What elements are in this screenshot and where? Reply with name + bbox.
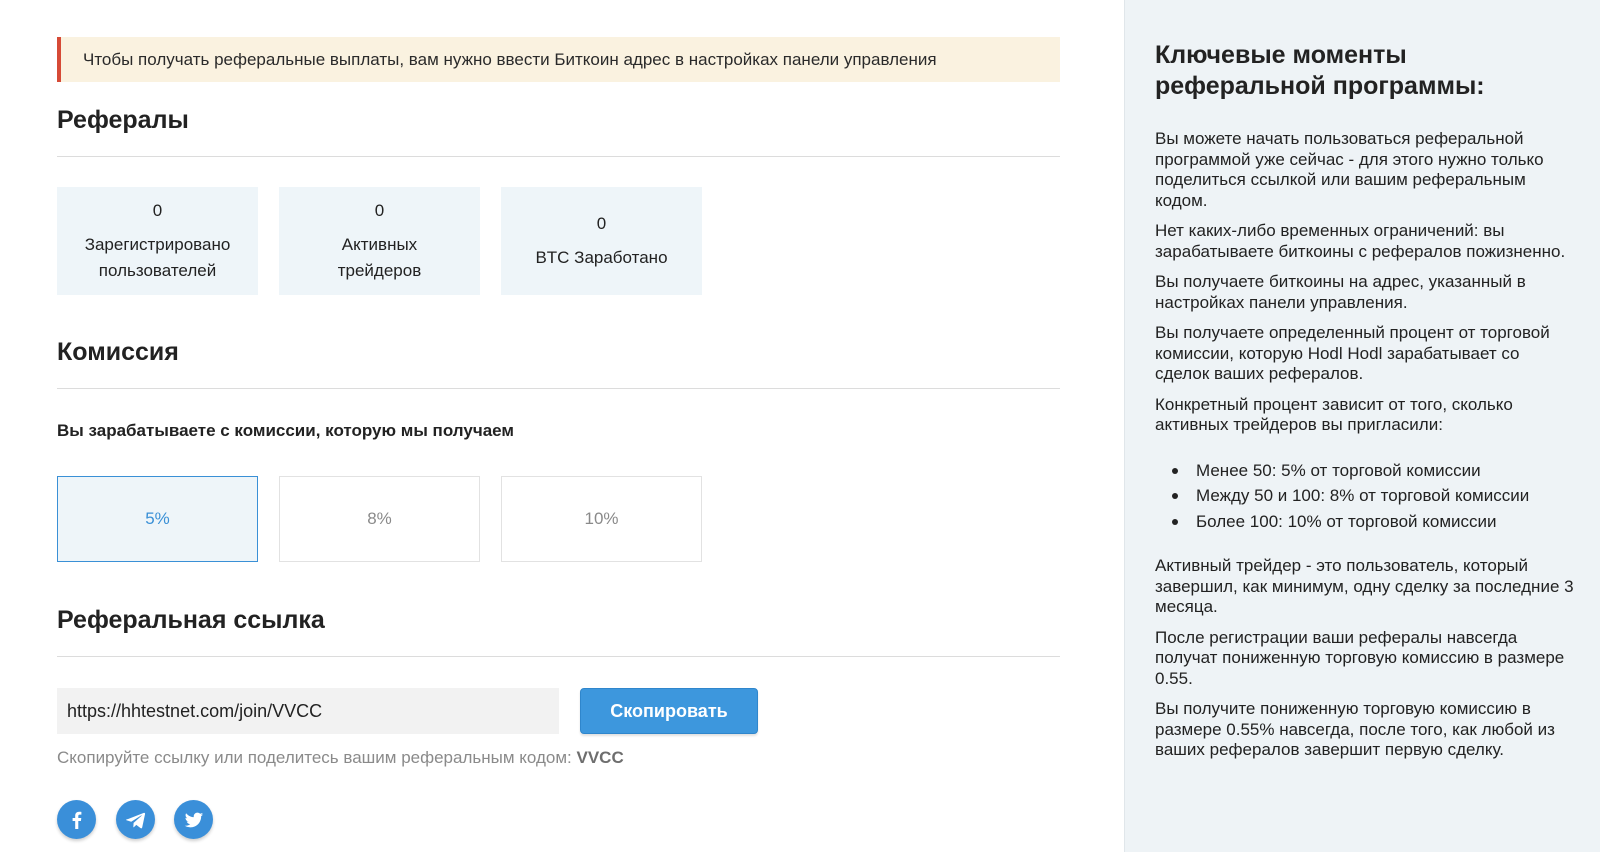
sidebar-title-line: Ключевые моменты bbox=[1155, 41, 1407, 69]
stat-value: 0 bbox=[152, 201, 163, 220]
sidebar-title bbox=[1155, 40, 1575, 102]
referrals-divider bbox=[57, 156, 1060, 157]
referral-link-field[interactable] bbox=[57, 688, 559, 734]
twitter-icon bbox=[183, 809, 205, 831]
list-item: Менее 50: 5% от торговой комиссии bbox=[1172, 458, 1575, 484]
sidebar-content bbox=[1155, 40, 1575, 771]
sidebar-paragraph: После регистрации ваши рефералы навсегда получат пониженную торговую комиссию в размере 0.55. bbox=[1155, 627, 1565, 688]
copy-button-label: Скопировать bbox=[610, 700, 728, 721]
referral-link-divider bbox=[57, 656, 1060, 657]
sidebar-paragraph: Конкретный процент зависит от того, сколько активных трейдеров вы пригласили: bbox=[1155, 394, 1513, 434]
referrals-title: Рефералы bbox=[57, 106, 189, 134]
sidebar-paragraph: Вы получаете биткоины на адрес, указанный в настройках панели управления. bbox=[1155, 272, 1526, 312]
stat-value: 0 bbox=[374, 201, 385, 220]
twitter-share-button[interactable] bbox=[174, 800, 213, 839]
stat-value: 0 bbox=[596, 214, 607, 233]
referral-hint bbox=[57, 748, 624, 768]
sidebar-paragraph: Активный трейдер - это пользователь, который завершил, как минимум, одну сделку за последние 3 месяца. bbox=[1155, 556, 1574, 616]
list-item: Между 50 и 100: 8% от торговой комиссии bbox=[1172, 483, 1575, 509]
telegram-share-button[interactable] bbox=[116, 800, 155, 839]
facebook-share-button[interactable] bbox=[57, 800, 96, 839]
stat-label: трейдеров bbox=[337, 261, 422, 280]
telegram-icon bbox=[125, 809, 147, 831]
referral-code: VVCC bbox=[576, 748, 624, 767]
sidebar-paragraph: Вы можете начать пользоваться реферальной программой уже сейчас - для этого нужно только поделиться ссылкой или вашим реферальным кодом. bbox=[1155, 129, 1544, 210]
stat-btc-earned bbox=[501, 187, 702, 295]
stat-label: пользователей bbox=[98, 261, 217, 280]
copy-button[interactable] bbox=[580, 688, 758, 734]
sidebar-title-line: реферальной программы: bbox=[1155, 72, 1485, 100]
commission-tier-list bbox=[1155, 458, 1575, 535]
tier-8-percent bbox=[279, 476, 480, 562]
tier-label: 10% bbox=[584, 509, 619, 528]
stat-label: Зарегистрировано bbox=[84, 235, 231, 254]
notice-text: Чтобы получать реферальные выплаты, вам нужно ввести Биткоин адрес в настройках панели управления bbox=[83, 49, 937, 69]
referral-link-title: Реферальная ссылка bbox=[57, 606, 325, 634]
sidebar-paragraph: Вы получаете определенный процент от торговой комиссии, которую Hodl Hodl зарабатывает со сделок ваших рефералов. bbox=[1155, 323, 1550, 383]
referral-link-value: https://hhtestnet.com/join/VVCC bbox=[67, 700, 323, 721]
stat-label: BTC Заработано bbox=[535, 248, 668, 267]
list-item: Более 100: 10% от торговой комиссии bbox=[1172, 509, 1575, 535]
referral-program-sidebar bbox=[1124, 0, 1600, 852]
stat-registered-users bbox=[57, 187, 258, 295]
tier-label: 5% bbox=[145, 509, 170, 528]
tier-10-percent bbox=[501, 476, 702, 562]
commission-divider bbox=[57, 388, 1060, 389]
facebook-icon bbox=[67, 810, 87, 830]
commission-title: Комиссия bbox=[57, 338, 179, 366]
referral-hint-text: Скопируйте ссылку или поделитесь вашим реферальным кодом: bbox=[57, 748, 577, 767]
commission-subtitle: Вы зарабатываете с комиссии, которую мы получаем bbox=[57, 421, 514, 440]
stat-label: Активных bbox=[341, 235, 418, 254]
sidebar-paragraph: Вы получите пониженную торговую комиссию в размере 0.55% навсегда, после того, как любой из ваших рефералов завершит первую сделку. bbox=[1155, 699, 1555, 759]
tier-label: 8% bbox=[367, 509, 392, 528]
tier-5-percent bbox=[57, 476, 258, 562]
stat-active-traders bbox=[279, 187, 480, 295]
sidebar-paragraph: Нет каких-либо временных ограничений: вы зарабатываете биткоины с рефералов пожизненно. bbox=[1155, 221, 1566, 261]
bitcoin-address-notice bbox=[57, 37, 1060, 82]
